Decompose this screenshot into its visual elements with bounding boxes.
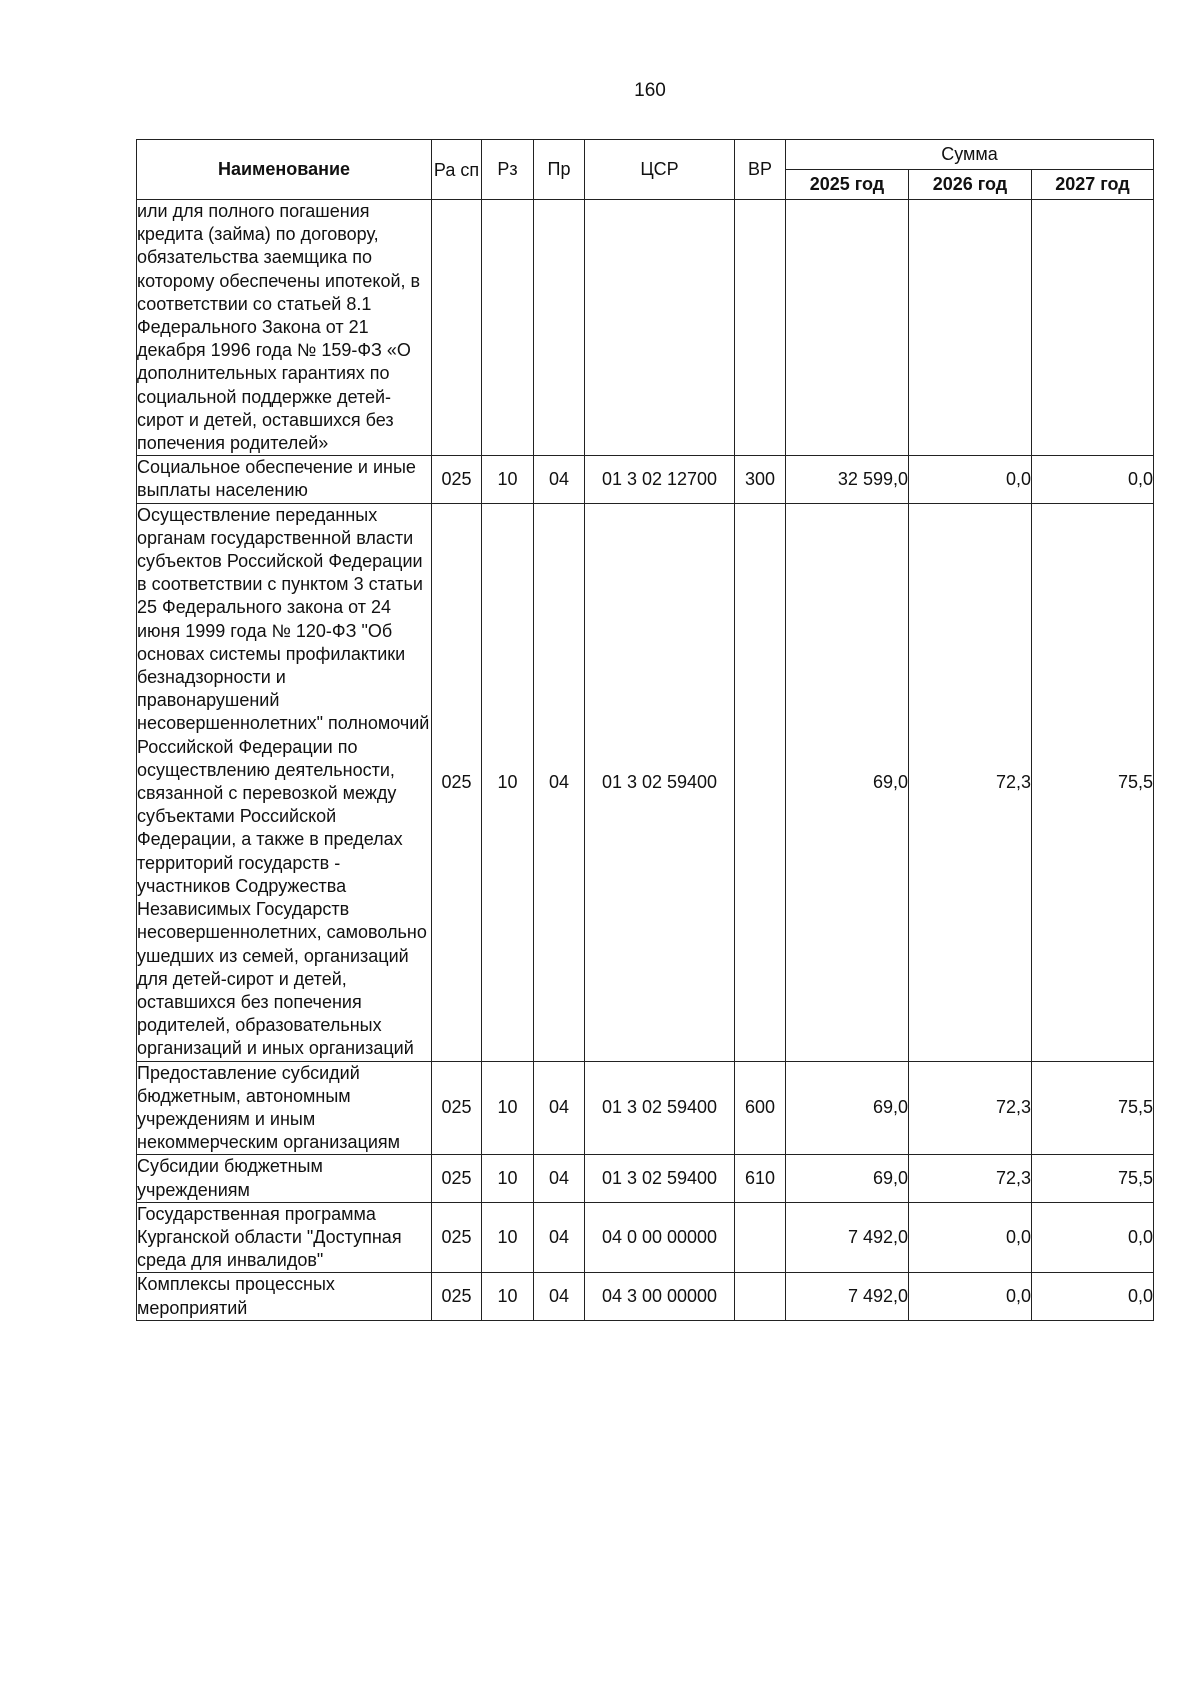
row-csr: 01 3 02 59400 bbox=[585, 1061, 735, 1155]
row-2026: 72,3 bbox=[909, 1061, 1032, 1155]
budget-table bbox=[136, 139, 1154, 1321]
row-name: Комплексы процессных мероприятий bbox=[137, 1273, 432, 1320]
row-vr: 300 bbox=[735, 456, 786, 503]
table-row bbox=[137, 503, 1154, 1061]
row-name: Осуществление переданных органам государственной власти субъектов Российской Федерации в соответствии с пунктом 3 статьи 25 Федерального закона от 24 июня 1999 года № 120-ФЗ "Об основах системы профилактики безнадзорности и правонарушений несовершеннолетних" полномочий Российской Федерации по осуществлению деятельности, связанной с перевозкой между субъектами Российской Федерации, а также в пределах территорий государств - участников Содружества Независимых Государств несовершеннолетних, самовольно ушедших из семей, организаций для детей-сирот и детей, оставшихся без попечения родителей, образовательных организаций и иных организаций bbox=[137, 503, 432, 1061]
row-rasp: 025 bbox=[432, 1155, 482, 1202]
row-2025: 32 599,0 bbox=[786, 456, 909, 503]
row-2027: 75,5 bbox=[1032, 1155, 1154, 1202]
row-2026: 0,0 bbox=[909, 456, 1032, 503]
row-name: Субсидии бюджетным учреждениям bbox=[137, 1155, 432, 1202]
row-pr: 04 bbox=[534, 503, 585, 1061]
row-2026: 72,3 bbox=[909, 1155, 1032, 1202]
row-csr: 01 3 02 59400 bbox=[585, 503, 735, 1061]
header-name: Наименование bbox=[137, 140, 432, 200]
row-csr bbox=[585, 200, 735, 456]
row-2027: 75,5 bbox=[1032, 1061, 1154, 1155]
row-vr bbox=[735, 503, 786, 1061]
header-csr: ЦСР bbox=[585, 140, 735, 200]
header-2025: 2025 год bbox=[786, 170, 909, 200]
row-2025: 7 492,0 bbox=[786, 1273, 909, 1320]
table-row bbox=[137, 1155, 1154, 1202]
row-2027 bbox=[1032, 200, 1154, 456]
row-2027: 0,0 bbox=[1032, 1273, 1154, 1320]
row-pr: 04 bbox=[534, 1273, 585, 1320]
table-row bbox=[137, 1273, 1154, 1320]
header-2027: 2027 год bbox=[1032, 170, 1154, 200]
header-rz: Рз bbox=[482, 140, 534, 200]
row-2025: 7 492,0 bbox=[786, 1202, 909, 1273]
row-vr bbox=[735, 1273, 786, 1320]
header-pr: Пр bbox=[534, 140, 585, 200]
row-2025: 69,0 bbox=[786, 503, 909, 1061]
row-name: Государственная программа Курганской области "Доступная среда для инвалидов" bbox=[137, 1202, 432, 1273]
row-vr: 600 bbox=[735, 1061, 786, 1155]
row-csr: 01 3 02 12700 bbox=[585, 456, 735, 503]
page-number: 160 bbox=[634, 80, 666, 101]
row-rz bbox=[482, 200, 534, 456]
row-rasp: 025 bbox=[432, 503, 482, 1061]
table-row bbox=[137, 200, 1154, 456]
row-pr: 04 bbox=[534, 456, 585, 503]
header-2026: 2026 год bbox=[909, 170, 1032, 200]
row-rasp: 025 bbox=[432, 1273, 482, 1320]
row-rasp bbox=[432, 200, 482, 456]
row-pr bbox=[534, 200, 585, 456]
row-2026: 72,3 bbox=[909, 503, 1032, 1061]
row-2025: 69,0 bbox=[786, 1155, 909, 1202]
row-2027: 0,0 bbox=[1032, 456, 1154, 503]
table-row bbox=[137, 1061, 1154, 1155]
row-name: или для полного погашения кредита (займа) по договору, обязательства заемщика по которому обеспечены ипотекой, в соответствии со статьей 8.1 Федерального Закона от 21 декабря 1996 года № 159-ФЗ «О дополнительных гарантиях по социальной поддержке детей-сирот и детей, оставшихся без попечения родителей» bbox=[137, 200, 432, 456]
table-row bbox=[137, 1202, 1154, 1273]
row-2027: 75,5 bbox=[1032, 503, 1154, 1061]
row-2026: 0,0 bbox=[909, 1273, 1032, 1320]
row-2025: 69,0 bbox=[786, 1061, 909, 1155]
row-pr: 04 bbox=[534, 1061, 585, 1155]
header-sum: Сумма bbox=[786, 140, 1154, 170]
row-vr bbox=[735, 1202, 786, 1273]
row-rz: 10 bbox=[482, 1061, 534, 1155]
row-pr: 04 bbox=[534, 1202, 585, 1273]
row-csr: 04 3 00 00000 bbox=[585, 1273, 735, 1320]
row-name: Предоставление субсидий бюджетным, автономным учреждениям и иным некоммерческим организациям bbox=[137, 1061, 432, 1155]
header-rasp: Ра сп bbox=[432, 140, 482, 200]
row-csr: 01 3 02 59400 bbox=[585, 1155, 735, 1202]
row-vr: 610 bbox=[735, 1155, 786, 1202]
row-rz: 10 bbox=[482, 456, 534, 503]
row-rz: 10 bbox=[482, 1273, 534, 1320]
row-2026: 0,0 bbox=[909, 1202, 1032, 1273]
row-name: Социальное обеспечение и иные выплаты населению bbox=[137, 456, 432, 503]
header-vr: ВР bbox=[735, 140, 786, 200]
row-pr: 04 bbox=[534, 1155, 585, 1202]
table-row bbox=[137, 456, 1154, 503]
row-2027: 0,0 bbox=[1032, 1202, 1154, 1273]
row-rz: 10 bbox=[482, 1155, 534, 1202]
row-rz: 10 bbox=[482, 503, 534, 1061]
row-rz: 10 bbox=[482, 1202, 534, 1273]
row-rasp: 025 bbox=[432, 456, 482, 503]
row-2025 bbox=[786, 200, 909, 456]
row-2026 bbox=[909, 200, 1032, 456]
row-rasp: 025 bbox=[432, 1202, 482, 1273]
row-rasp: 025 bbox=[432, 1061, 482, 1155]
row-vr bbox=[735, 200, 786, 456]
row-csr: 04 0 00 00000 bbox=[585, 1202, 735, 1273]
